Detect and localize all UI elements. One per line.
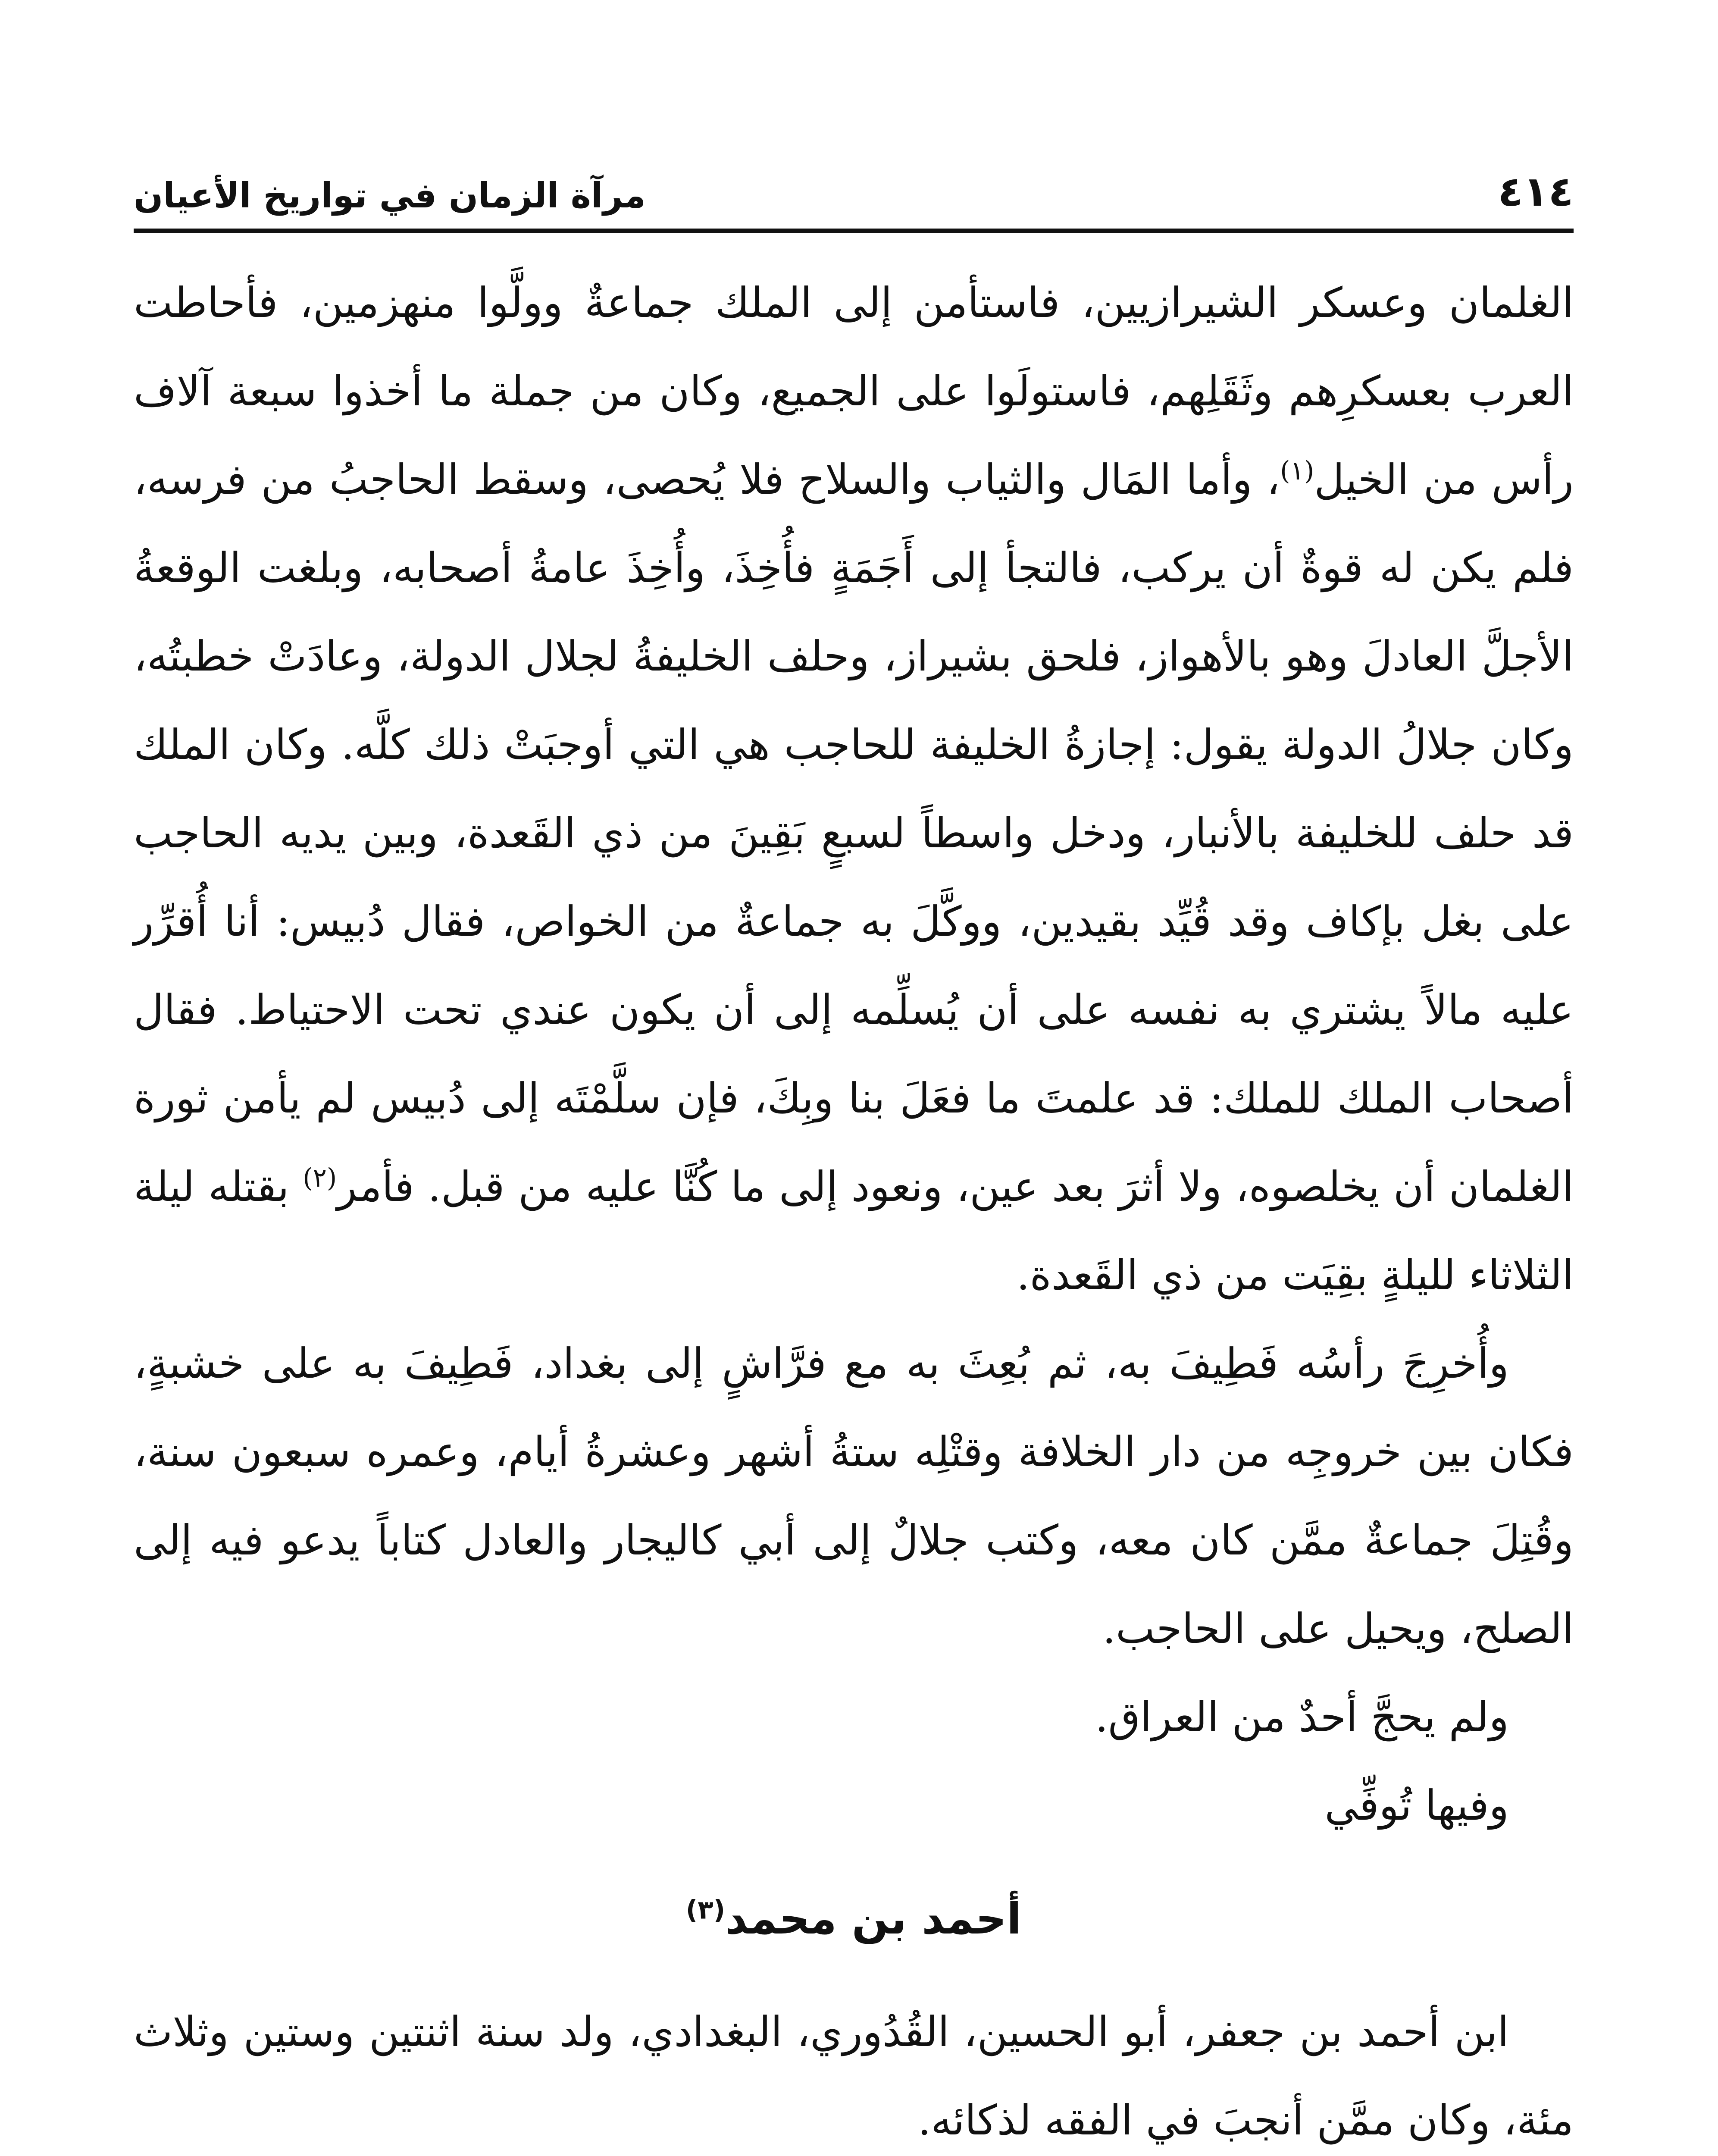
book-page — [134, 0, 1574, 2156]
paragraph-1-text-b: ، وأما المَال والثياب والسلاح فلا يُحصى، وسقط الحاجبُ من فرسه، فلم يكن له قوةٌ أن يركب، فالتجأ إلى أَجَمَةٍ فأُخِذَ، وأُخِذَ عامةُ أصحابه، وبلغت الوقعةُ الأجلَّ العادلَ وهو بالأهواز، فلحق بشيراز، وحلف الخليفةُ لجلال الدولة، وعادَتْ خطبتُه، وكان جلالُ الدولة يقول: إجازةُ الخليفة للحاجب هي التي أوجبَتْ ذلك كلَّه. وكان الملك قد حلف للخليفة بالأنبار، ودخل واسطاً لسبعٍ بَقِينَ من ذي القَعدة، وبين يديه الحاجب على بغل بإكاف وقد قُيِّد بقيدين، ووكَّلَ به جماعةٌ من الخواص، فقال دُبيس: أنا أُقرِّر عليه مالاً يشتري به نفسه على أن يُسلِّمه إلى أن يكون عندي تحت الاحتياط. فقال أصحاب الملك للملك: قد علمتَ ما فعَلَ بنا وبِكَ، فإن سلَّمْتَه إلى دُبيس لم يأمن ثورة الغلمان أن يخلصوه، ولا أثرَ بعد عين، ونعود إلى ما كُنَّا عليه من قبل. فأمر — [134, 455, 1574, 1211]
main-text — [134, 259, 1574, 2156]
running-title: مرآة الزمان في تواريخ الأعيان — [134, 175, 646, 216]
paragraph-5: ابن أحمد بن جعفر، أبو الحسين، القُدُوري، البغدادي، ولد سنة اثنتين وستين وثلاث مئة، وكان ممَّن أنجبَ في الفقه لذكائه. — [134, 2008, 1574, 2144]
footnote-ref-3: (٣) — [685, 1895, 726, 1925]
page-header — [134, 155, 1574, 216]
footnote-ref-1: (١) — [1280, 456, 1314, 486]
page-number: ٤١٤ — [1498, 167, 1574, 216]
section-heading-text: أحمد بن محمد — [725, 1893, 1022, 1944]
paragraph-1-text-a: الغلمان وعسكر الشيرازيين، فاستأمن إلى الملك جماعةٌ وولَّوا منهزمين، فأحاطت العرب بعسكرِهم وثَقَلِهم، فاستولَوا على الجميع، وكان من جملة ما أخذوا سبعة آلاف رأس من الخيل — [134, 279, 1574, 504]
paragraph-4: وفيها تُوفِّي — [1324, 1781, 1509, 1830]
paragraph-1-text-c: بقتله ليلة الثلاثاء لليلةٍ بقِيَت من ذي القَعدة. — [134, 1163, 1574, 1299]
header-rule — [134, 229, 1574, 233]
paragraph-1 — [134, 259, 1574, 1319]
section-heading — [134, 1876, 1574, 1962]
paragraph-3: ولم يحجَّ أحدٌ من العراق. — [1095, 1693, 1509, 1741]
paragraph-2: وأُخرِجَ رأسُه فَطِيفَ به، ثم بُعِثَ به مع فرَّاشٍ إلى بغداد، فَطِيفَ به على خشبةٍ، فكان بين خروجِه من دار الخلافة وقتْلِه ستةُ أشهر وعشرةُ أيام، وعمره سبعون سنة، وقُتِلَ جماعةٌ ممَّن كان معه، وكتب جلالٌ إلى أبي كاليجار والعادل كتاباً يدعو فيه إلى الصلح، ويحيل على الحاجب. — [134, 1339, 1574, 1653]
footnote-ref-2: (٢) — [303, 1163, 337, 1193]
